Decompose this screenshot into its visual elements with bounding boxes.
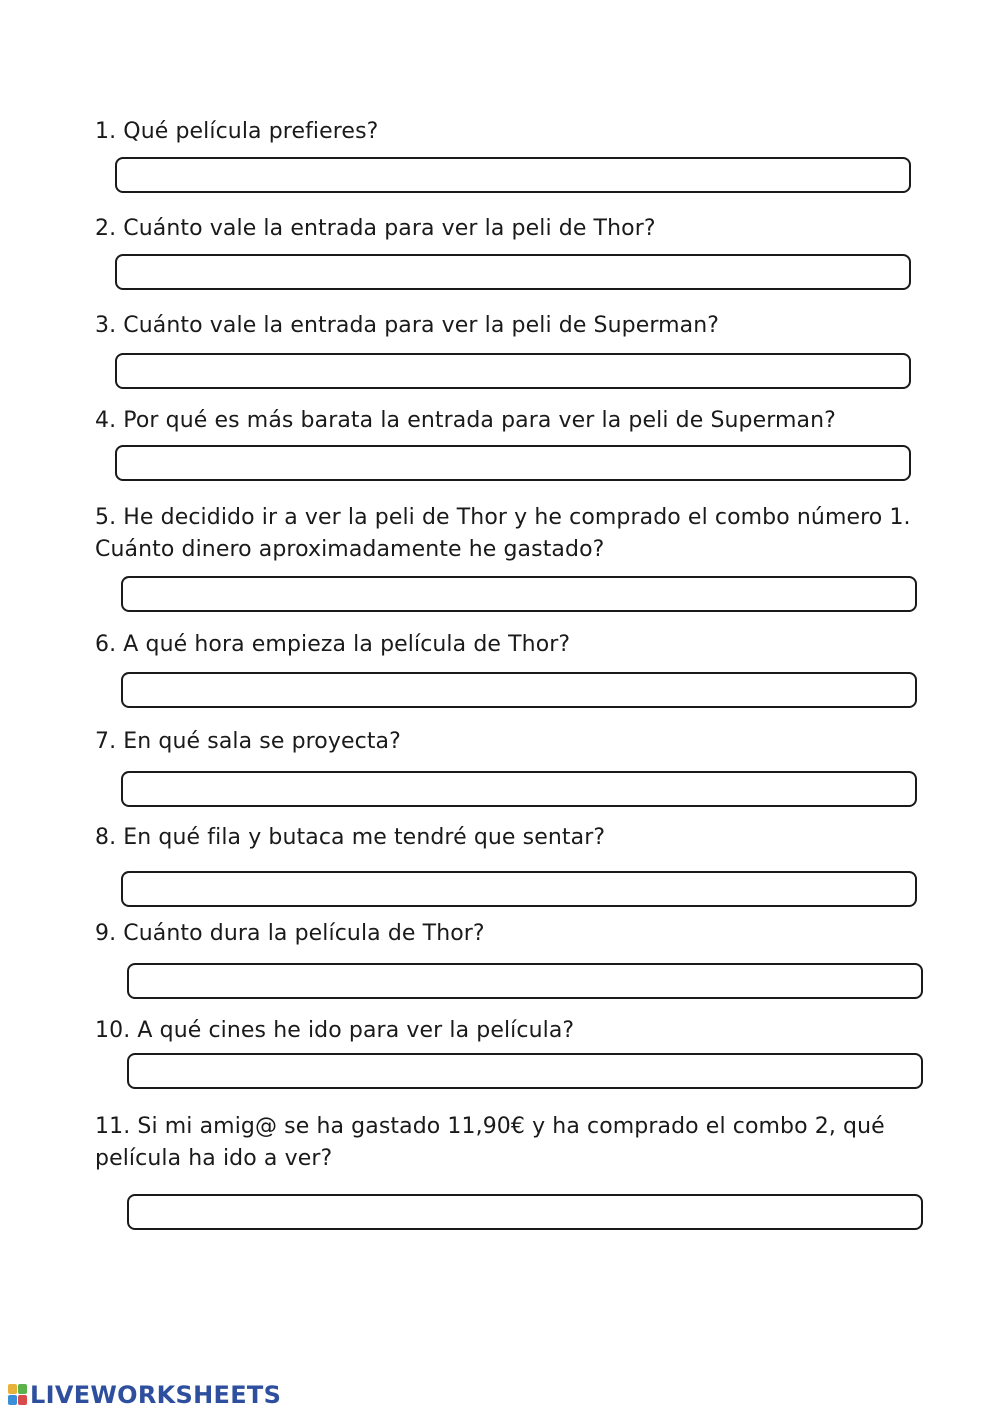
question-5-line-1: 5. He decidido ir a ver la peli de Thor y he comprado el combo número 1. xyxy=(95,505,911,530)
answer-field-11[interactable] xyxy=(127,1194,923,1230)
answer-field-7[interactable] xyxy=(121,771,917,807)
answer-field-2[interactable] xyxy=(115,254,911,290)
liveworksheets-logo xyxy=(8,1380,281,1410)
question-5 xyxy=(95,502,915,566)
question-6: 6. A qué hora empieza la película de Thor? xyxy=(95,632,571,657)
logo-text: LIVEWORKSHEETS xyxy=(30,1381,282,1409)
question-7: 7. En qué sala se proyecta? xyxy=(95,729,401,754)
question-9: 9. Cuánto dura la película de Thor? xyxy=(95,921,485,946)
question-1: 1. Qué película prefieres? xyxy=(95,119,379,144)
question-3: 3. Cuánto vale la entrada para ver la peli de Superman? xyxy=(95,313,720,338)
question-11 xyxy=(95,1111,915,1175)
answer-field-6[interactable] xyxy=(121,672,917,708)
answer-field-9[interactable] xyxy=(127,963,923,999)
answer-field-1[interactable] xyxy=(115,157,911,193)
question-5-line-2: Cuánto dinero aproximadamente he gastado? xyxy=(95,537,605,562)
question-11-line-1: 11. Si mi amig@ se ha gastado 11,90€ y ha comprado el combo 2, qué xyxy=(95,1114,885,1139)
answer-field-10[interactable] xyxy=(127,1053,923,1089)
answer-field-4[interactable] xyxy=(115,445,911,481)
answer-field-5[interactable] xyxy=(121,576,917,612)
answer-field-8[interactable] xyxy=(121,871,917,907)
question-2: 2. Cuánto vale la entrada para ver la peli de Thor? xyxy=(95,216,656,241)
logo-mark-icon xyxy=(8,1384,28,1406)
answer-field-3[interactable] xyxy=(115,353,911,389)
question-8: 8. En qué fila y butaca me tendré que sentar? xyxy=(95,825,606,850)
question-4: 4. Por qué es más barata la entrada para ver la peli de Superman? xyxy=(95,408,836,433)
question-11-line-2: película ha ido a ver? xyxy=(95,1146,333,1171)
question-10: 10. A qué cines he ido para ver la película? xyxy=(95,1018,575,1043)
